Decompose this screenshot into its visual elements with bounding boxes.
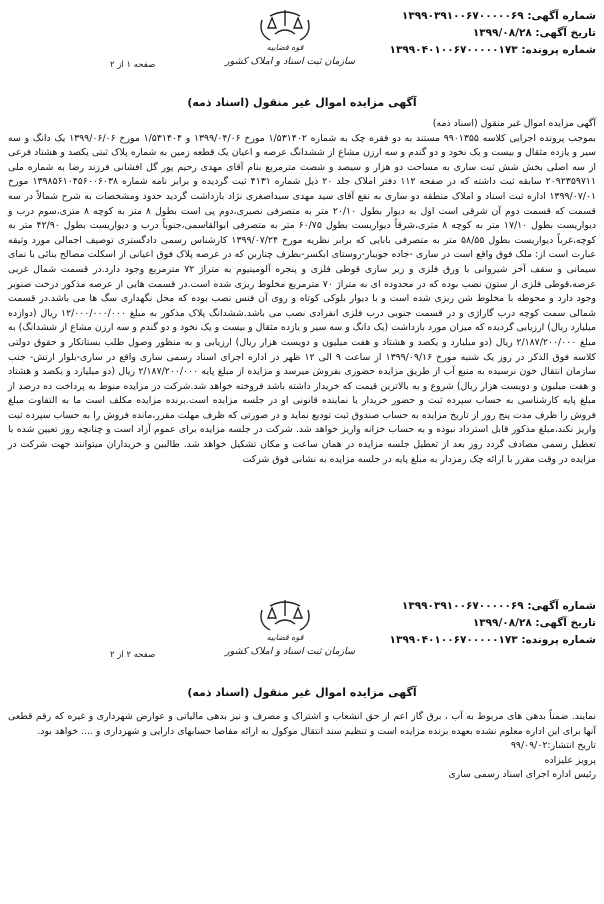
notice-date: تاریخ آگهی: ۱۳۹۹/۰۸/۲۸ <box>472 27 596 39</box>
file-number: شماره پرونده: ۱۳۹۹۰۴۰۱۰۰۶۷۰۰۰۰۰۱۷۳ <box>389 44 596 56</box>
file-number: شماره پرونده: ۱۳۹۹۰۴۰۱۰۰۶۷۰۰۰۰۰۱۷۳ <box>389 634 596 646</box>
notice-paragraph: نمایند. ضمناً بدهی های مربوط به آب ، برق گاز اعم از حق انشعاب و اشتراک و مصرف و نیز بدهی مالیاتی و عوارض شهرداری و غیره که رقم قطعی آنها برای این اداره معلوم نشده بعهده برنده مزایده است و تنظیم سند انتقال موکول به ارائه مفاصا حسابهای دارایی و شهرداری و .... خواهد بود. <box>8 711 596 737</box>
agency-name: سازمان ثبت اسناد و املاک کشور <box>225 56 355 67</box>
signer-title: رئیس اداره اجرای اسناد رسمی ساری <box>448 769 596 781</box>
judiciary-emblem-icon <box>240 596 330 646</box>
emblem-caption: قوه قضاییه <box>266 43 304 52</box>
page-label: صفحه ۲ از ۲ <box>110 650 156 660</box>
notice-body <box>8 117 596 467</box>
agency-name: سازمان ثبت اسناد و املاک کشور <box>225 646 355 657</box>
signer-name: پرویز علیزاده <box>544 754 596 766</box>
notice-number: شماره آگهی: ۱۳۹۹۰۳۹۱۰۰۶۷۰۰۰۰۰۶۹ <box>401 600 596 612</box>
notice-body-2 <box>8 710 596 783</box>
notice-title: آگهی مزایده اموال غیر منقول (اسناد ذمه) <box>187 96 417 109</box>
notice-number: شماره آگهی: ۱۳۹۹۰۳۹۱۰۰۶۷۰۰۰۰۰۶۹ <box>401 10 596 22</box>
publish-date: تاریخ انتشار:۹۹/۰۹/۰۲ <box>510 740 596 752</box>
page-label: صفحه ۱ از ۲ <box>110 60 156 70</box>
page-2 <box>0 590 604 904</box>
notice-title: آگهی مزایده اموال غیر منقول (اسناد ذمه) <box>187 686 417 699</box>
notice-meta-2 <box>390 598 596 649</box>
notice-paragraph: بموجب پرونده اجرایی کلاسه ۹۹۰۱۳۵۵ مستند به دو فقره چک به شماره ۱/۵۳۱۴۰۲ مورخ ۱۳۹۹/۰۴/۰۶ و ۱/۵۳۱۴۰۴ مورخ ۱۳۹۹/۰۶/۰۶ یک دانگ و سه سیر و یازده مثقال و بیست و یک نخود و دو گندم و سه ارزن مشاع از ششدانگ عرصه و اعیان یک قطعه زمین به شماره پلاک ثبتی یکصد و هشتاد فرعی از سه اصلی بخش شش ثبت ساری به مساحت دو هزار و سیصد و شصت مترمربع بنام آقای مهدی رحیم پور گل افشانی فرزند رضا به شماره ملی ۲۰۹۲۳۵۹۷۱۱ سابقه ثبت داشته که در صفحه ۱۱۲ دفتر املاک جلد ۲۰ ذیل شماره ۴۱۳۱ ثبت گردیده و برابر نامه شماره ۱۳۹۸۵۶۱۰۴۵۶۰۰۶۰۳۸ مورخ ۱۳۹۹/۰۷/۰۱ اداره ثبت اسناد و املاک منطقه دو ساری به نفع آقای سید مهدی سیداصغری نژاد بازداشت گردید حدود ومشخصات به شرح شمالاً در سه قسمت که قسمت دوم آن شرقی است اول به دیوار بطول ۲۰/۱۰ متر به متصرفی نصیری،دوم پی است بطول ۸ متر به کوچه ۸ متری،سوم درب و دیواریست بطول ۱۷/۱۰ متر به کوچه ۸ متری،شرقاً دیواریست بطول ۶۰/۷۵ متر به متصرفی ابوالقاسمی،جنوباً درب و دیواریست بطول ۴۲/۹۰ متر به کوچه،غرباً دیواریست بطول ۵۸/۵۵ متر به متصرفی بابایی که برابر نظریه مورخ ۱۳۹۹/۰۷/۲۴ کارشناس رسمی دادگستری توصیف اجمالی مورد وثیقه عبارت است از: ملک فوق واقع است در ساری -جاده جویبار-روستای ابکسر-بطرف چناربن که در عرصه پلاک فوق اعیانی از اسکلت مصالح بنائی با نمای سیمانی و سقف آخر شیروانی با ورق فلزی و زیر سازی قوطی فلزی و پنجره آلومینیوم به متراژ ۷۲ مترمربع وجود دارد.در قسمت شمال غربی عرصه،قوطی فلزی از ستون نصب بوده که در محدوده ای به متراژ ۷۰ مترمربع مخلوط ریزی شده است.در قسمت هایی از عرصه مذکور درخت صنوبر وجود دارد و محوطه با مخلوط شن ریزی شده است و با دیوار بلوکی کوتاه و روی آن فنس نصب بوده که محل نگهداری سگ ها می باشد.در قسمت شمالی سمت کوچه درب گاراژی و در قسمت جنوبی درب فلزی انفرادی نصب می باشد.ششدانگ پلاک مذکور به مبلغ ۱۲/۰۰۰/۰۰۰/۰۰۰ ریال (دوازده میلیارد ریال) ارزیابی گردیده که میزان مورد بازداشت (یک دانگ و سه سیر و یازده مثقال و بیست و یک نخود و دو گندم و سه ارزن مشاع از ششدانگ) به مبلغ ۲/۱۸۷/۲۰۰/۰۰۰ ریال (دو میلیارد و یکصد و هشتاد و هفت میلیون و دویست هزار ریال) ارزیابی و به منظور وصول طلب بستانکار و حقوق دولتی کلاسه فوق الذکر در روز یک شنبه مورخ ۱۳۹۹/۰۹/۱۶ از ساعت ۹ الی ۱۲ ظهر در اداره اجرای اسناد رسمی ساری واقع در ساری-بلوار ارتش- جنب سازمان انتقال خون نرسیده به منبع آب از طریق مزایده حضوری بفروش میرسد و مزایده از مبلغ پایه ۲/۱۸۷/۲۰۰/۰۰۰ ریال (دو میلیارد و یکصد و هشتاد و هفت میلیون و دویست هزار ریال) شروع و به بالاترین قیمت که خریدار داشته باشد فروخته خواهد شد.شرکت در مزایده منوط به پرداخت ده درصد از مبلغ پایه کارشناسی به حساب سپرده ثبت و حضور خریدار یا نماینده قانونی او در جلسه مزایده است.برنده مزایده مکلف است ما به التفاوت مبلغ فروش را ظرف مدت پنج روز از تاریخ مزایده به حساب صندوق ثبت تودیع نماید و در صورتی که ظرف مهلت مقرر،مانده فروش را به حساب سپرده ثبت واریز نکند،مبلغ مذکور قابل استرداد نبوده و به حساب خزانه واریز خواهد شد. شرکت در جلسه مزایده برای عموم آزاد است و چنانچه روز تعیین شده با تعطیل رسمی مصادف گردد روز بعد از تعطیل جلسه مزایده در همان ساعت و مکان تشکیل خواهد شد. طالبین و خریداران میتوانند جهت شرکت در مزایده در وقت مقرر با ارائه چک رمزدار به مبلغ پایه در جلسه مزایده به نشانی فوق شرکت <box>8 132 596 465</box>
notice-subtitle: آگهی مزایده اموال غیر منقول (اسناد ذمه) <box>432 118 596 129</box>
notice-meta <box>390 8 596 59</box>
emblem-caption: قوه قضاییه <box>266 633 304 642</box>
judiciary-emblem-icon <box>240 6 330 56</box>
notice-date: تاریخ آگهی: ۱۳۹۹/۰۸/۲۸ <box>472 617 596 629</box>
